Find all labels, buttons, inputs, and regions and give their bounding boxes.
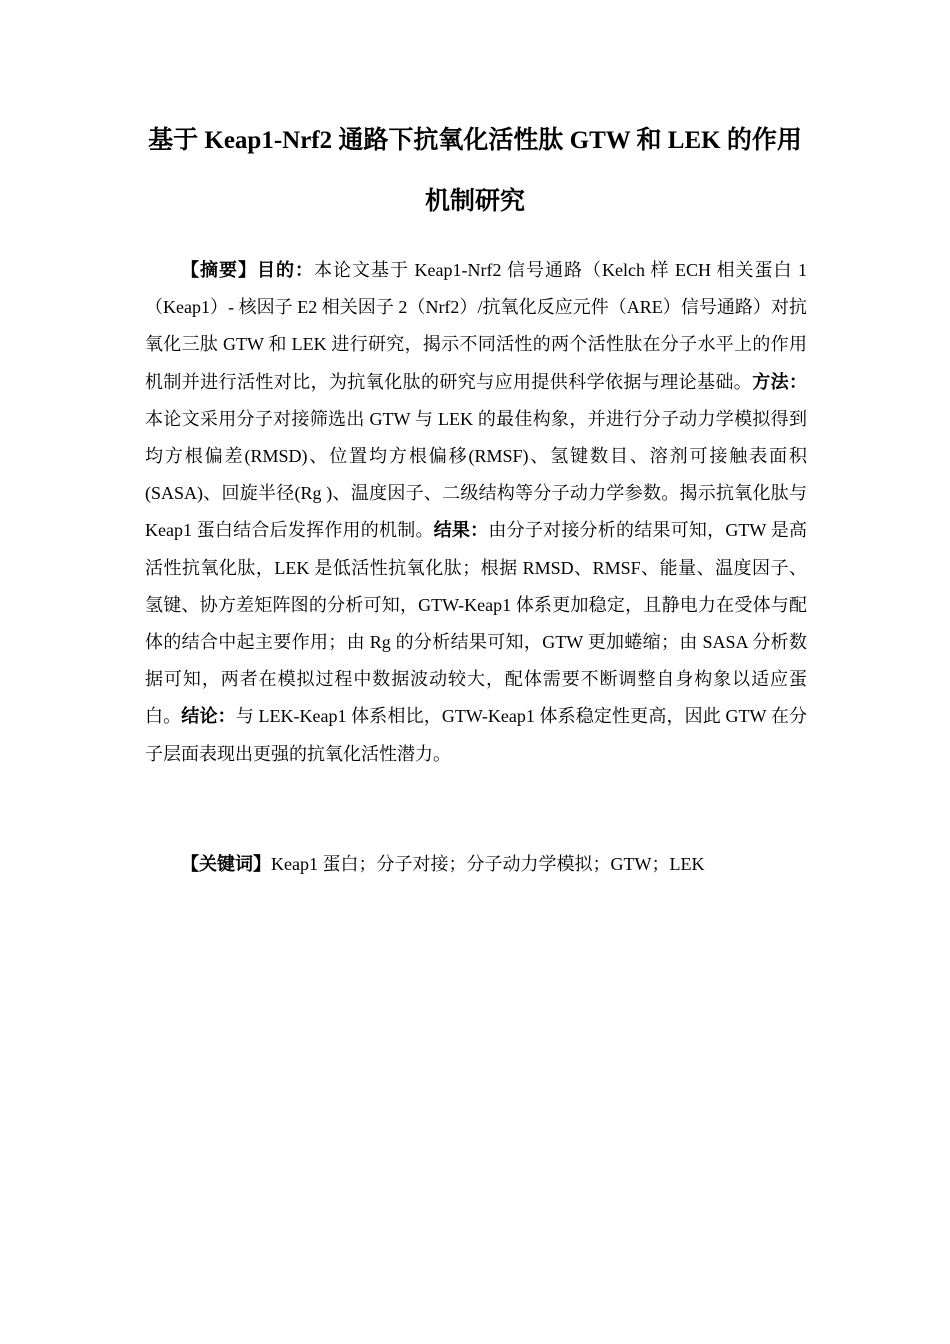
purpose-label: 目的： [257,260,315,280]
paper-title-line-1: 基于 Keap1-Nrf2 通路下抗氧化活性肽 GTW 和 LEK 的作用 [148,127,802,154]
purpose-text: 本论文基于 Keap1-Nrf2 信号通路（Kelch 样 ECH 相关蛋白 1（Keap1）- 核因子 E2 相关因子 2（Nrf2）/抗氧化反应元件（ARE）信号通路）对抗氧化三肽 GTW 和 LEK 进行研究，揭示不同活性的两个活性肽在分子水平上的作用机制并进行活性对比，为抗氧化肽的研究与应用提供科学依据与理论基础。 [145,260,808,392]
method-label: 方法： [752,371,808,392]
conclusion-text: 与 LEK-Keap1 体系相比，GTW-Keap1 体系稳定性更高，因此 GTW 在分子层面表现出更强的抗氧化活性潜力。 [145,706,807,764]
abstract-label: 【摘要】 [181,260,258,280]
method-text: 本论文采用分子对接筛选出 GTW 与 LEK 的最佳构象，并进行分子动力学模拟得到均方根偏差(RMSD)、位置均方根偏移(RMSF)、氢键数目、溶剂可接触表面积(SASA)、回旋半径(Rg )、温度因子、二级结构等分子动力学参数。揭示抗氧化肽与 Keap1 蛋白结合后发挥作用的机制。 [145,408,807,541]
result-label: 结果： [433,520,489,541]
result-text: 由分子对接分析的结果可知，GTW 是高活性抗氧化肽，LEK 是低活性抗氧化肽；根据 RMSD、RMSF、能量、温度因子、氢键、协方差矩阵图的分析可知，GTW-Keap1 体系更加稳定，且静电力在受体与配体的结合中起主要作用；由 Rg 的分析结果可知，GTW 更加蜷缩；由 SASA 分析数据可知，两者在模拟过程中数据波动较大，配体需要不断调整自身构象以适应蛋白。 [145,520,808,727]
paper-title-line-2: 机制研究 [424,188,525,215]
keywords-label: 【关键词】 [181,854,271,874]
abstract-paragraph [145,252,807,773]
keywords-paragraph [145,846,807,883]
conclusion-label: 结论： [181,706,236,727]
keywords-text: Keap1 蛋白；分子对接；分子动力学模拟；GTW；LEK [271,854,705,874]
